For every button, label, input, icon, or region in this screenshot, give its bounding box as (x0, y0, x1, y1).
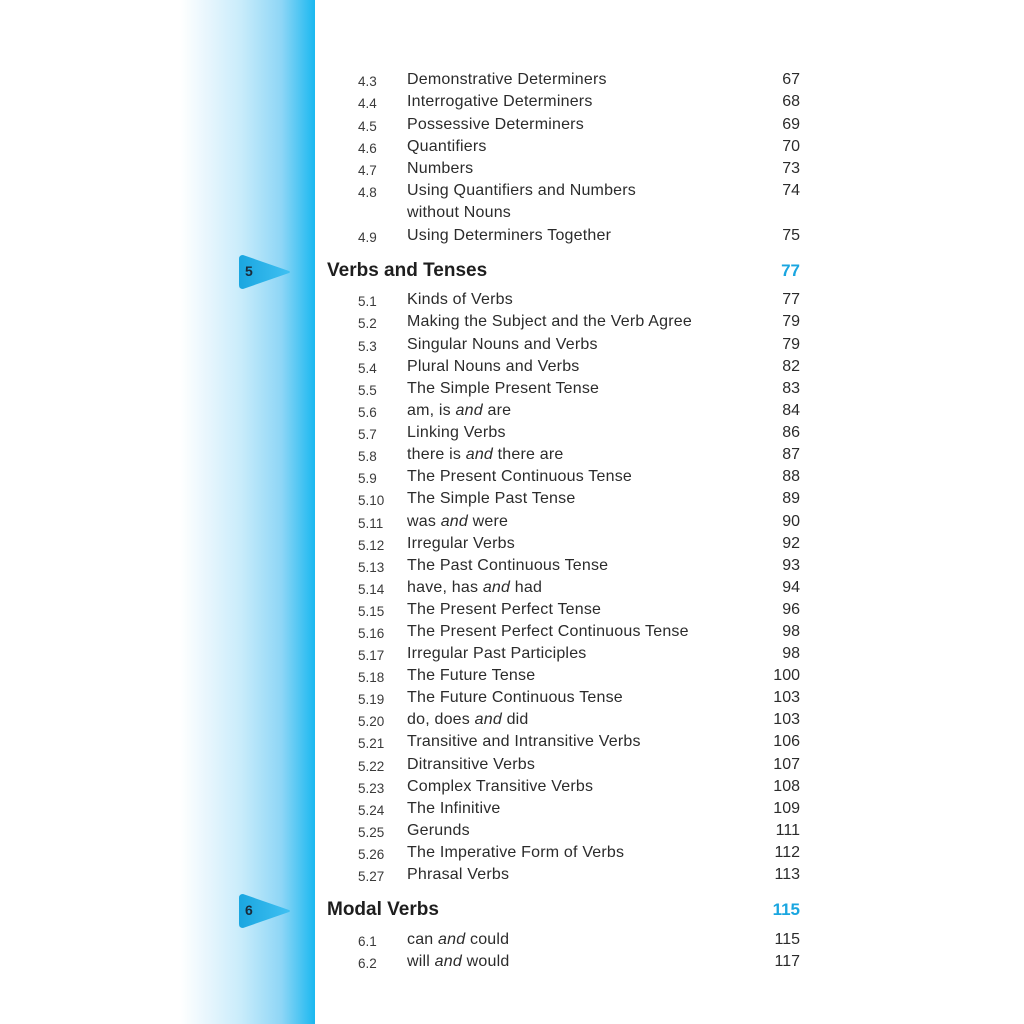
section-title: Using Determiners Together (407, 227, 612, 244)
toc-entry[interactable] (0, 291, 1024, 313)
page-number: 79 (782, 313, 800, 330)
section-title: Possessive Determiners (407, 116, 584, 133)
page-number: 69 (782, 116, 800, 133)
page-number: 77 (782, 291, 800, 308)
title-fragment: can (407, 931, 439, 948)
page-number: 103 (773, 689, 800, 706)
section-title (407, 513, 508, 531)
section-number: 6.1 (358, 934, 377, 949)
toc-entry[interactable] (0, 182, 1024, 204)
toc-entry[interactable] (0, 313, 1024, 335)
page-number: 87 (782, 446, 800, 463)
toc-entry[interactable] (0, 844, 1024, 866)
section-number: 5.26 (358, 847, 385, 862)
toc-entry[interactable] (0, 138, 1024, 160)
page-number: 100 (773, 667, 800, 684)
page-number: 115 (774, 931, 800, 948)
section-title: The Present Perfect Tense (407, 601, 602, 618)
section-title (407, 446, 564, 464)
page-number: 74 (782, 182, 800, 199)
section-number: 5.27 (358, 869, 385, 884)
section-title: Plural Nouns and Verbs (407, 358, 580, 375)
section-title: The Infinitive (407, 800, 501, 817)
title-fragment: there is (407, 446, 466, 463)
toc-entry[interactable] (0, 557, 1024, 579)
toc-entry[interactable] (0, 931, 1024, 953)
section-title: Phrasal Verbs (407, 866, 510, 883)
toc-entry[interactable] (0, 667, 1024, 689)
section-title (407, 931, 509, 949)
section-title: Numbers (407, 160, 474, 177)
section-number: 5.19 (358, 692, 385, 707)
toc-entry[interactable] (0, 358, 1024, 380)
toc-entry[interactable] (0, 380, 1024, 402)
section-title: Using Quantifiers and Numbers (407, 182, 637, 199)
toc-entry[interactable] (0, 822, 1024, 844)
section-number: 5.17 (358, 648, 385, 663)
chapter-title: Verbs and Tenses (327, 260, 488, 281)
section-number: 5.21 (358, 736, 385, 751)
section-title: Singular Nouns and Verbs (407, 336, 598, 353)
toc-entry[interactable] (0, 446, 1024, 468)
italic-conjunction: and (440, 513, 468, 530)
toc-entry[interactable] (0, 490, 1024, 512)
section-number: 5.8 (358, 449, 377, 464)
chapter-heading[interactable] (0, 253, 1024, 293)
section-title: Gerunds (407, 822, 470, 839)
section-number: 5.10 (358, 493, 385, 508)
page-number: 86 (782, 424, 800, 441)
chapter-page-number: 115 (772, 900, 800, 919)
section-title: Quantifiers (407, 138, 487, 155)
section-title: Ditransitive Verbs (407, 756, 536, 773)
page-number: 92 (782, 535, 800, 552)
toc-entry[interactable] (0, 513, 1024, 535)
toc-entry[interactable] (0, 71, 1024, 93)
section-number: 4.7 (358, 163, 377, 178)
page-number: 84 (782, 402, 800, 419)
section-title: Transitive and Intransitive Verbs (407, 733, 641, 750)
section-number: 4.9 (358, 230, 377, 245)
toc-entry[interactable] (0, 645, 1024, 667)
page-number: 75 (782, 227, 800, 244)
page-number: 117 (774, 953, 800, 970)
chapter-number: 6 (245, 902, 253, 918)
italic-conjunction: and (465, 446, 494, 463)
section-number: 4.3 (358, 74, 377, 89)
title-fragment: will (407, 953, 435, 970)
title-fragment: have, has (407, 579, 483, 596)
section-number: 5.22 (358, 759, 385, 774)
section-number: 5.11 (358, 516, 384, 531)
section-title (407, 402, 511, 420)
section-title: Kinds of Verbs (407, 291, 513, 308)
chapter-heading[interactable] (0, 892, 1024, 932)
page-number: 96 (782, 601, 800, 618)
section-title (407, 579, 542, 597)
page-number: 113 (774, 866, 800, 883)
section-title: Making the Subject and the Verb Agree (407, 313, 692, 330)
section-title (407, 953, 509, 971)
page-number: 108 (773, 778, 800, 795)
toc-entry[interactable] (0, 866, 1024, 888)
section-number: 5.2 (358, 316, 377, 331)
italic-conjunction: and (434, 953, 462, 970)
toc-entry[interactable] (0, 93, 1024, 115)
title-fragment: did (501, 711, 529, 728)
section-number: 5.6 (358, 405, 377, 420)
section-title: Interrogative Determiners (407, 93, 593, 110)
section-number: 5.9 (358, 471, 377, 486)
toc-entry[interactable] (0, 402, 1024, 424)
section-number: 5.15 (358, 604, 385, 619)
page-number: 112 (774, 844, 800, 861)
toc-entry[interactable] (0, 953, 1024, 975)
toc-entry[interactable] (0, 733, 1024, 755)
toc-entry[interactable] (0, 468, 1024, 490)
title-fragment: are (482, 402, 512, 419)
toc-entry[interactable] (0, 160, 1024, 182)
toc-entry[interactable] (0, 579, 1024, 601)
chapter-number: 5 (245, 263, 253, 279)
toc-entry[interactable] (0, 424, 1024, 446)
chapter-title: Modal Verbs (327, 899, 439, 920)
italic-conjunction: and (438, 931, 466, 948)
section-number: 5.3 (358, 339, 377, 354)
section-title: The Simple Past Tense (407, 490, 576, 507)
italic-conjunction: and (455, 402, 483, 419)
toc-entry[interactable] (0, 601, 1024, 623)
toc-entry[interactable] (0, 756, 1024, 778)
section-number: 5.13 (358, 560, 385, 575)
chapter-page-number: 77 (781, 261, 800, 280)
toc-entry[interactable] (0, 204, 1024, 226)
section-title: without Nouns (407, 204, 511, 221)
italic-conjunction: and (482, 579, 511, 596)
section-number: 5.16 (358, 626, 385, 641)
page-number: 109 (773, 800, 800, 817)
section-number: 4.6 (358, 141, 377, 156)
toc-entry[interactable] (0, 116, 1024, 138)
toc-entry[interactable] (0, 227, 1024, 249)
section-number: 5.20 (358, 714, 385, 729)
page-number: 67 (782, 71, 800, 88)
section-number: 5.1 (358, 294, 377, 309)
page-number: 90 (782, 513, 800, 530)
toc-entry[interactable] (0, 689, 1024, 711)
section-title (407, 711, 529, 729)
title-fragment: was (407, 513, 441, 530)
title-fragment: would (461, 953, 510, 970)
page-number: 106 (773, 733, 800, 750)
page-number: 98 (782, 623, 800, 640)
title-fragment: there are (493, 446, 564, 463)
page-number: 73 (782, 160, 800, 177)
section-title: Complex Transitive Verbs (407, 778, 594, 795)
section-number: 5.25 (358, 825, 385, 840)
toc-entry[interactable] (0, 623, 1024, 645)
title-fragment: were (468, 513, 509, 530)
section-number: 5.14 (358, 582, 385, 597)
chapter-arrow-badge (239, 253, 291, 291)
section-number: 5.12 (358, 538, 385, 553)
title-fragment: do, does (407, 711, 475, 728)
page-number: 107 (773, 756, 800, 773)
toc-entry[interactable] (0, 800, 1024, 822)
toc-entry[interactable] (0, 336, 1024, 358)
section-number: 5.4 (358, 361, 377, 376)
page-number: 82 (782, 358, 800, 375)
section-title: The Imperative Form of Verbs (407, 844, 625, 861)
toc-entry[interactable] (0, 535, 1024, 557)
toc-entry[interactable] (0, 711, 1024, 733)
section-title: The Future Tense (407, 667, 536, 684)
section-number: 4.5 (358, 119, 377, 134)
section-number: 4.4 (358, 96, 377, 111)
page-number: 79 (782, 336, 800, 353)
section-title: Linking Verbs (407, 424, 506, 441)
page-number: 94 (782, 579, 800, 596)
section-number: 5.23 (358, 781, 385, 796)
section-number: 5.5 (358, 383, 377, 398)
page-number: 70 (782, 138, 800, 155)
page-number: 89 (782, 490, 800, 507)
section-number: 5.7 (358, 427, 377, 442)
page-number: 111 (775, 822, 800, 839)
section-number: 4.8 (358, 185, 377, 200)
title-fragment: am, is (407, 402, 456, 419)
section-number: 5.18 (358, 670, 385, 685)
toc-entry[interactable] (0, 778, 1024, 800)
section-title: The Future Continuous Tense (407, 689, 623, 706)
section-title: Irregular Verbs (407, 535, 515, 552)
page-number: 83 (782, 380, 800, 397)
page-number: 98 (782, 645, 800, 662)
section-title: Demonstrative Determiners (407, 71, 607, 88)
section-title: The Present Perfect Continuous Tense (407, 623, 689, 640)
chapter-arrow-badge (239, 892, 291, 930)
page-number: 88 (782, 468, 800, 485)
page-number: 68 (782, 93, 800, 110)
section-title: The Past Continuous Tense (407, 557, 609, 574)
italic-conjunction: and (474, 711, 502, 728)
title-fragment: could (465, 931, 510, 948)
title-fragment: had (510, 579, 543, 596)
section-title: The Present Continuous Tense (407, 468, 632, 485)
section-number: 6.2 (358, 956, 377, 971)
page-number: 93 (782, 557, 800, 574)
section-number: 5.24 (358, 803, 385, 818)
page-number: 103 (773, 711, 800, 728)
section-title: Irregular Past Participles (407, 645, 587, 662)
section-title: The Simple Present Tense (407, 380, 600, 397)
